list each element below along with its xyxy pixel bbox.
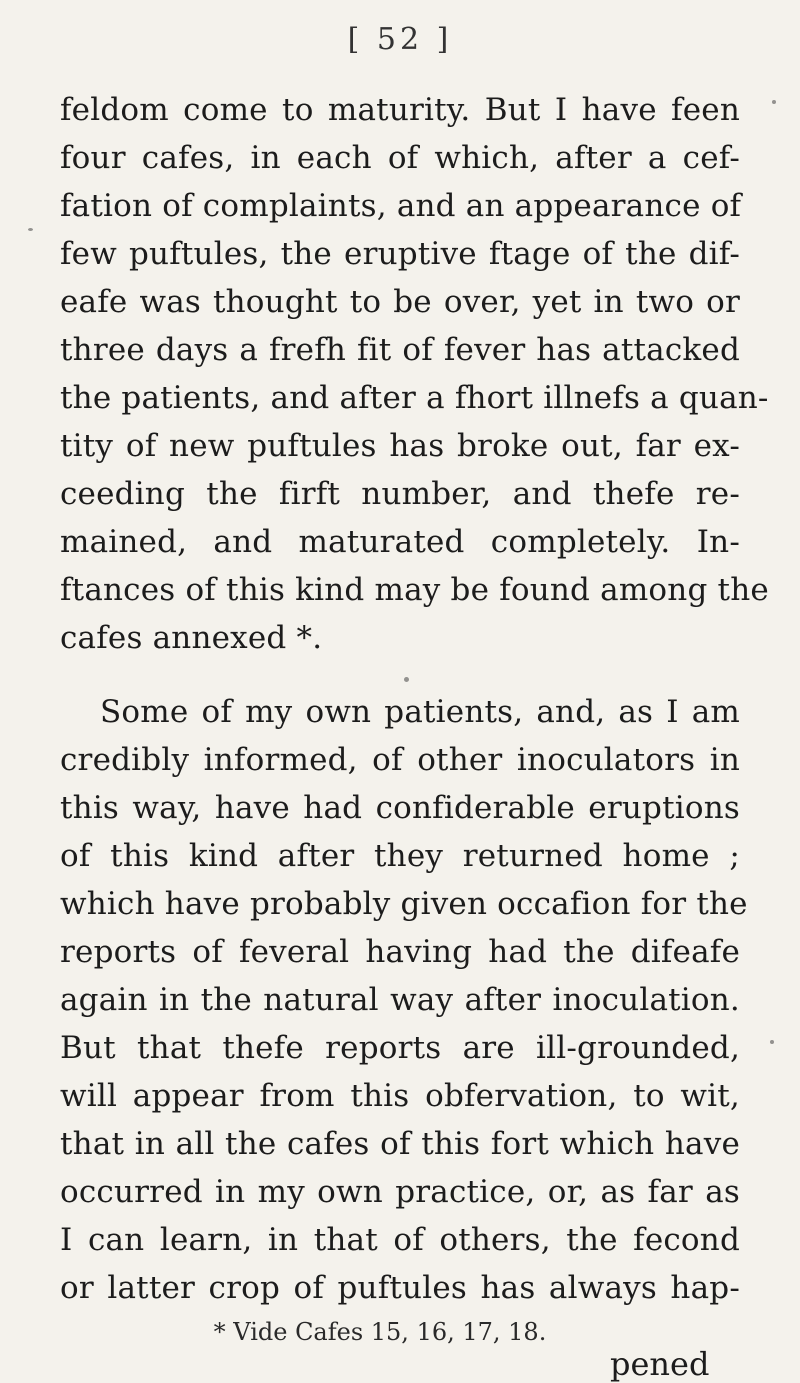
- text-line: Some of my own patients, and, as I am: [100, 694, 740, 730]
- page-number: [ 52 ]: [347, 22, 453, 57]
- paper-speck: [404, 677, 409, 682]
- text-line: again in the natural way after inoculation.: [60, 982, 740, 1018]
- text-line: reports of feveral having had the difeafe: [60, 934, 740, 970]
- text-line: fation of complaints, and an appearance of: [60, 188, 742, 224]
- text-line: four cafes, in each of which, after a cef-: [60, 140, 740, 176]
- text-line: three days a frefh fit of fever has attacked: [60, 332, 740, 368]
- text-line: occurred in my own practice, or, as far as: [60, 1174, 740, 1210]
- text-line: the patients, and after a fhort illnefs a quan-: [60, 380, 769, 416]
- text-line: mained, and maturated completely. In-: [60, 524, 740, 560]
- text-line: eafe was thought to be over, yet in two or: [60, 284, 740, 320]
- text-line: that in all the cafes of this fort which have: [60, 1126, 740, 1162]
- text-line: cafes annexed *.: [60, 620, 323, 656]
- text-line: I can learn, in that of others, the fecond: [60, 1222, 740, 1258]
- text-line: credibly informed, of other inoculators in: [60, 742, 740, 778]
- text-line: But that thefe reports are ill-grounded,: [60, 1030, 740, 1066]
- text-line: ceeding the firft number, and thefe re-: [60, 476, 740, 512]
- text-line: will appear from this obfervation, to wit,: [60, 1078, 740, 1114]
- text-line: or latter crop of puftules has always hap-: [60, 1270, 740, 1306]
- paper-speck: [28, 228, 33, 231]
- catchword: pened: [610, 1345, 710, 1383]
- footnote: * Vide Cafes 15, 16, 17, 18.: [213, 1318, 547, 1346]
- text-line: feldom come to maturity. But I have feen: [60, 92, 740, 128]
- paper-speck: [772, 100, 776, 104]
- text-line: of this kind after they returned home ;: [60, 838, 740, 874]
- text-line: this way, have had confiderable eruptions: [60, 790, 740, 826]
- text-line: which have probably given occafion for the: [60, 886, 748, 922]
- text-line: few puftules, the eruptive ftage of the dif-: [60, 236, 740, 272]
- paper-speck: [770, 1040, 774, 1044]
- text-line: tity of new puftules has broke out, far ex-: [60, 428, 740, 464]
- text-line: ftances of this kind may be found among the: [60, 572, 769, 608]
